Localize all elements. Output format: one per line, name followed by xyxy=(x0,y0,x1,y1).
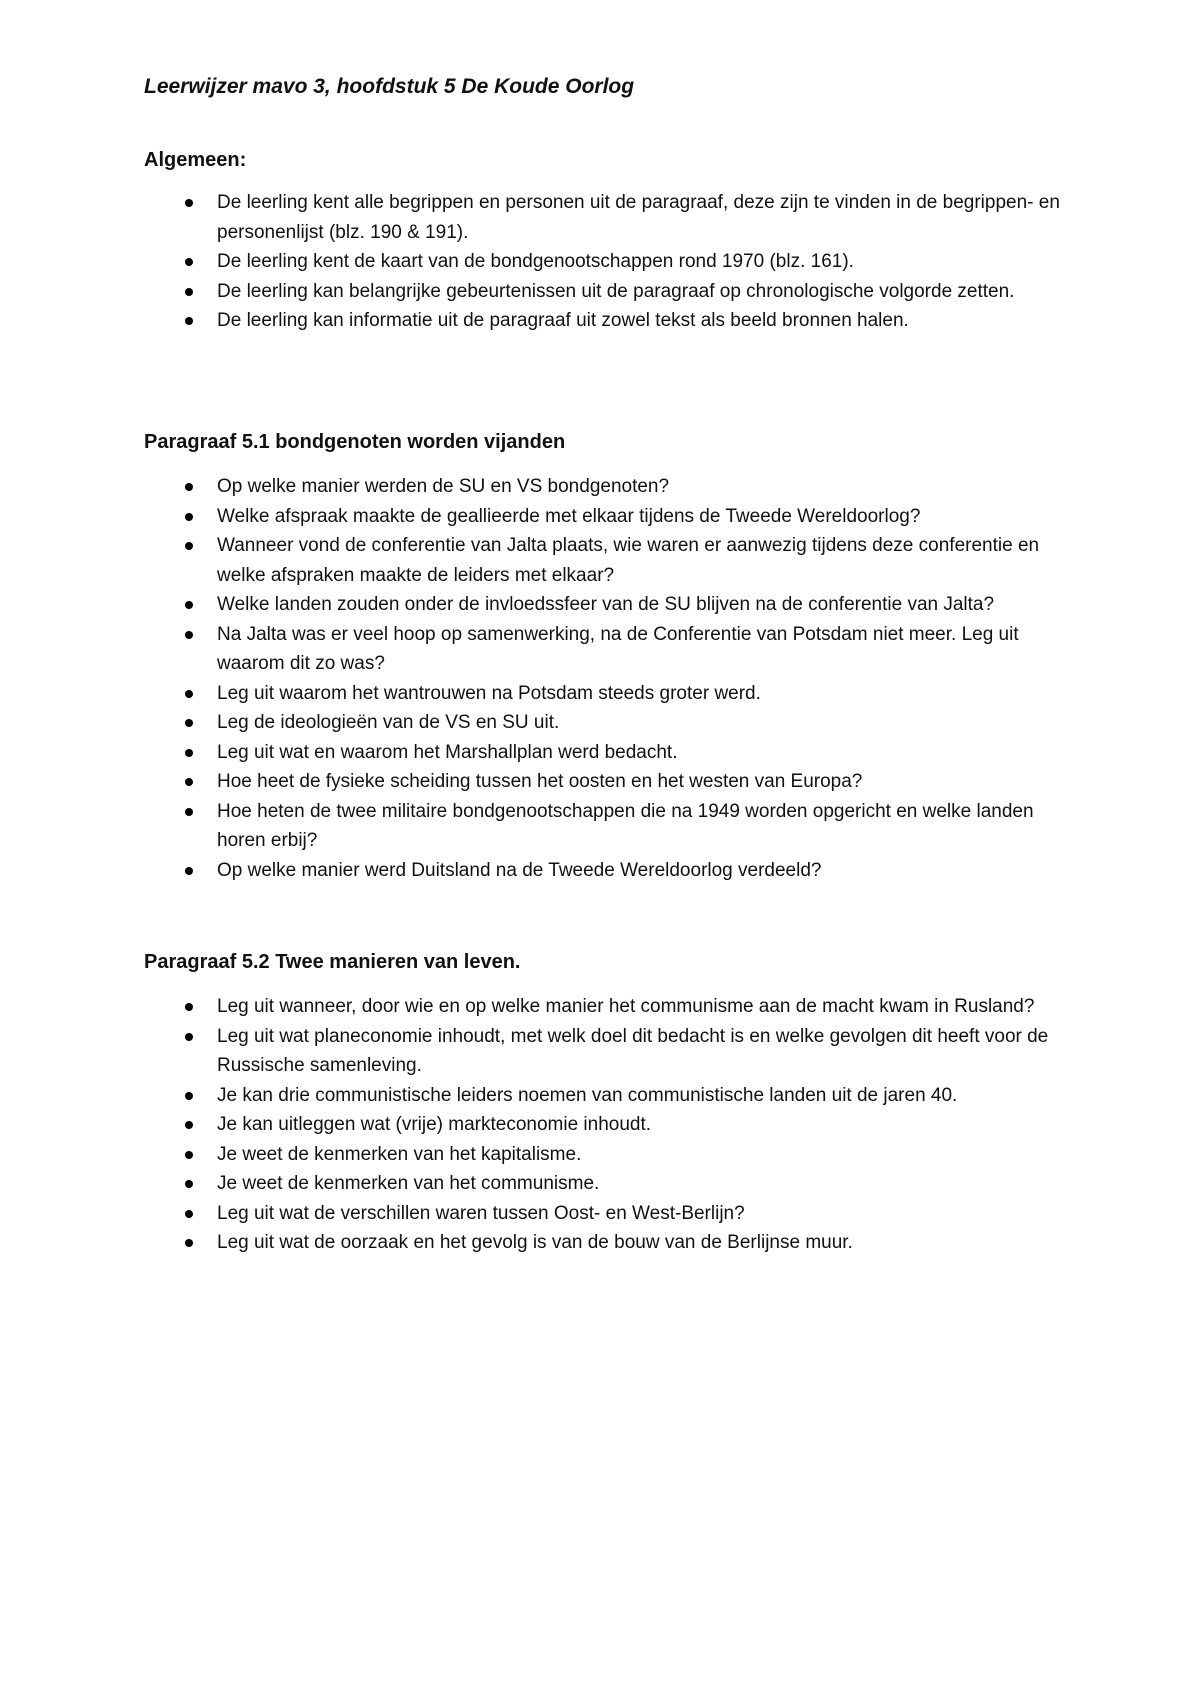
list-item xyxy=(144,679,1064,709)
bullet-icon xyxy=(185,601,193,609)
list-item xyxy=(144,277,1064,307)
bullet-icon xyxy=(185,513,193,521)
section-algemeen xyxy=(144,145,1064,336)
bullet-icon xyxy=(185,1121,193,1129)
list-item-text: Je kan uitleggen wat (vrije) markteconomie inhoudt. xyxy=(217,1114,652,1135)
list-item-text: Hoe heet de fysieke scheiding tussen het oosten en het westen van Europa? xyxy=(217,771,863,792)
section-paragraaf-5-1 xyxy=(144,427,1064,885)
bullet-icon xyxy=(185,867,193,875)
list-item xyxy=(144,856,1064,886)
bullet-list xyxy=(144,188,1064,336)
list-item xyxy=(144,1022,1064,1081)
bullet-icon xyxy=(185,690,193,698)
section-heading: Algemeen: xyxy=(144,149,247,171)
list-item xyxy=(144,797,1064,856)
list-item xyxy=(144,1169,1064,1199)
bullet-icon xyxy=(185,1180,193,1188)
list-item-text: Leg uit wanneer, door wie en op welke manier het communisme aan de macht kwam in Rusland? xyxy=(217,996,1035,1017)
list-item-text: Na Jalta was er veel hoop op samenwerking, na de Conferentie van Potsdam niet meer. Leg uit waarom dit zo was? xyxy=(217,623,1019,674)
list-item-text: Leg uit wat de oorzaak en het gevolg is van de bouw van de Berlijnse muur. xyxy=(217,1232,853,1253)
list-item xyxy=(144,620,1064,679)
list-item-text: Op welke manier werd Duitsland na de Tweede Wereldoorlog verdeeld? xyxy=(217,859,822,881)
list-item-text: Leg de ideologieën van de VS en SU uit. xyxy=(217,712,560,733)
list-item xyxy=(144,1140,1064,1170)
list-item xyxy=(144,1199,1064,1229)
bullet-icon xyxy=(185,258,193,266)
bullet-icon xyxy=(185,199,193,207)
list-item-text: De leerling kan informatie uit de paragraaf uit zowel tekst als beeld bronnen halen. xyxy=(217,310,909,331)
list-item-text: Hoe heten de twee militaire bondgenootschappen die na 1949 worden opgericht en welke landen horen erbij? xyxy=(217,800,1034,851)
bullet-list xyxy=(144,992,1064,1258)
list-item xyxy=(144,1228,1064,1258)
bullet-icon xyxy=(185,288,193,296)
bullet-icon xyxy=(185,542,193,550)
list-item xyxy=(144,738,1064,768)
list-item xyxy=(144,708,1064,738)
bullet-icon xyxy=(185,1210,193,1218)
bullet-icon xyxy=(185,1239,193,1247)
list-item-text: Op welke manier werden de SU en VS bondgenoten? xyxy=(217,476,670,497)
bullet-icon xyxy=(185,1003,193,1011)
section-paragraaf-5-2 xyxy=(144,947,1064,1258)
list-item xyxy=(144,247,1064,277)
list-item-text: Je weet de kenmerken van het communisme. xyxy=(217,1173,600,1194)
bullet-icon xyxy=(185,483,193,491)
document-title: Leerwijzer mavo 3, hoofdstuk 5 De Koude Oorlog xyxy=(144,75,635,98)
list-item xyxy=(144,992,1064,1022)
bullet-icon xyxy=(185,1033,193,1041)
list-item xyxy=(144,1110,1064,1140)
bullet-icon xyxy=(185,778,193,786)
bullet-icon xyxy=(185,808,193,816)
list-item-text: Je weet de kenmerken van het kapitalisme. xyxy=(217,1143,582,1165)
list-item xyxy=(144,472,1064,502)
list-item-text: Wanneer vond de conferentie van Jalta plaats, wie waren er aanwezig tijdens deze conferentie en welke afspraken maakte de leiders met elkaar? xyxy=(217,535,1040,586)
list-item-text: Leg uit wat planeconomie inhoudt, met welk doel dit bedacht is en welke gevolgen dit heeft voor de Russische samenleving. xyxy=(217,1025,1049,1076)
list-item-text: Je kan drie communistische leiders noemen van communistische landen uit de jaren 40. xyxy=(217,1084,958,1106)
bullet-icon xyxy=(185,749,193,757)
list-item-text: Leg uit waarom het wantrouwen na Potsdam steeds groter werd. xyxy=(217,682,761,704)
list-item-text: Leg uit wat en waarom het Marshallplan werd bedacht. xyxy=(217,741,678,763)
bullet-icon xyxy=(185,1092,193,1100)
list-item xyxy=(144,502,1064,532)
bullet-icon xyxy=(185,317,193,325)
list-item-text: Leg uit wat de verschillen waren tussen Oost- en West-Berlijn? xyxy=(217,1202,745,1224)
list-item xyxy=(144,767,1064,797)
bullet-icon xyxy=(185,1151,193,1159)
list-item-text: Welke landen zouden onder de invloedssfeer van de SU blijven na de conferentie van Jalta? xyxy=(217,594,995,615)
section-heading: Paragraaf 5.1 bondgenoten worden vijanden xyxy=(144,431,566,453)
section-heading: Paragraaf 5.2 Twee manieren van leven. xyxy=(144,951,521,973)
list-item xyxy=(144,306,1064,336)
list-item xyxy=(144,531,1064,590)
list-item-text: De leerling kan belangrijke gebeurtenissen uit de paragraaf op chronologische volgorde zetten. xyxy=(217,280,1015,302)
bullet-icon xyxy=(185,631,193,639)
list-item xyxy=(144,188,1064,247)
bullet-list xyxy=(144,472,1064,885)
list-item-text: De leerling kent alle begrippen en personen uit de paragraaf, deze zijn te vinden in de begrippen- en personenlijst (blz. 190 & 191). xyxy=(217,192,1060,243)
bullet-icon xyxy=(185,719,193,727)
list-item-text: Welke afspraak maakte de geallieerde met elkaar tijdens de Tweede Wereldoorlog? xyxy=(217,505,921,527)
list-item-text: De leerling kent de kaart van de bondgenootschappen rond 1970 (blz. 161). xyxy=(217,251,854,272)
list-item xyxy=(144,1081,1064,1111)
list-item xyxy=(144,590,1064,620)
